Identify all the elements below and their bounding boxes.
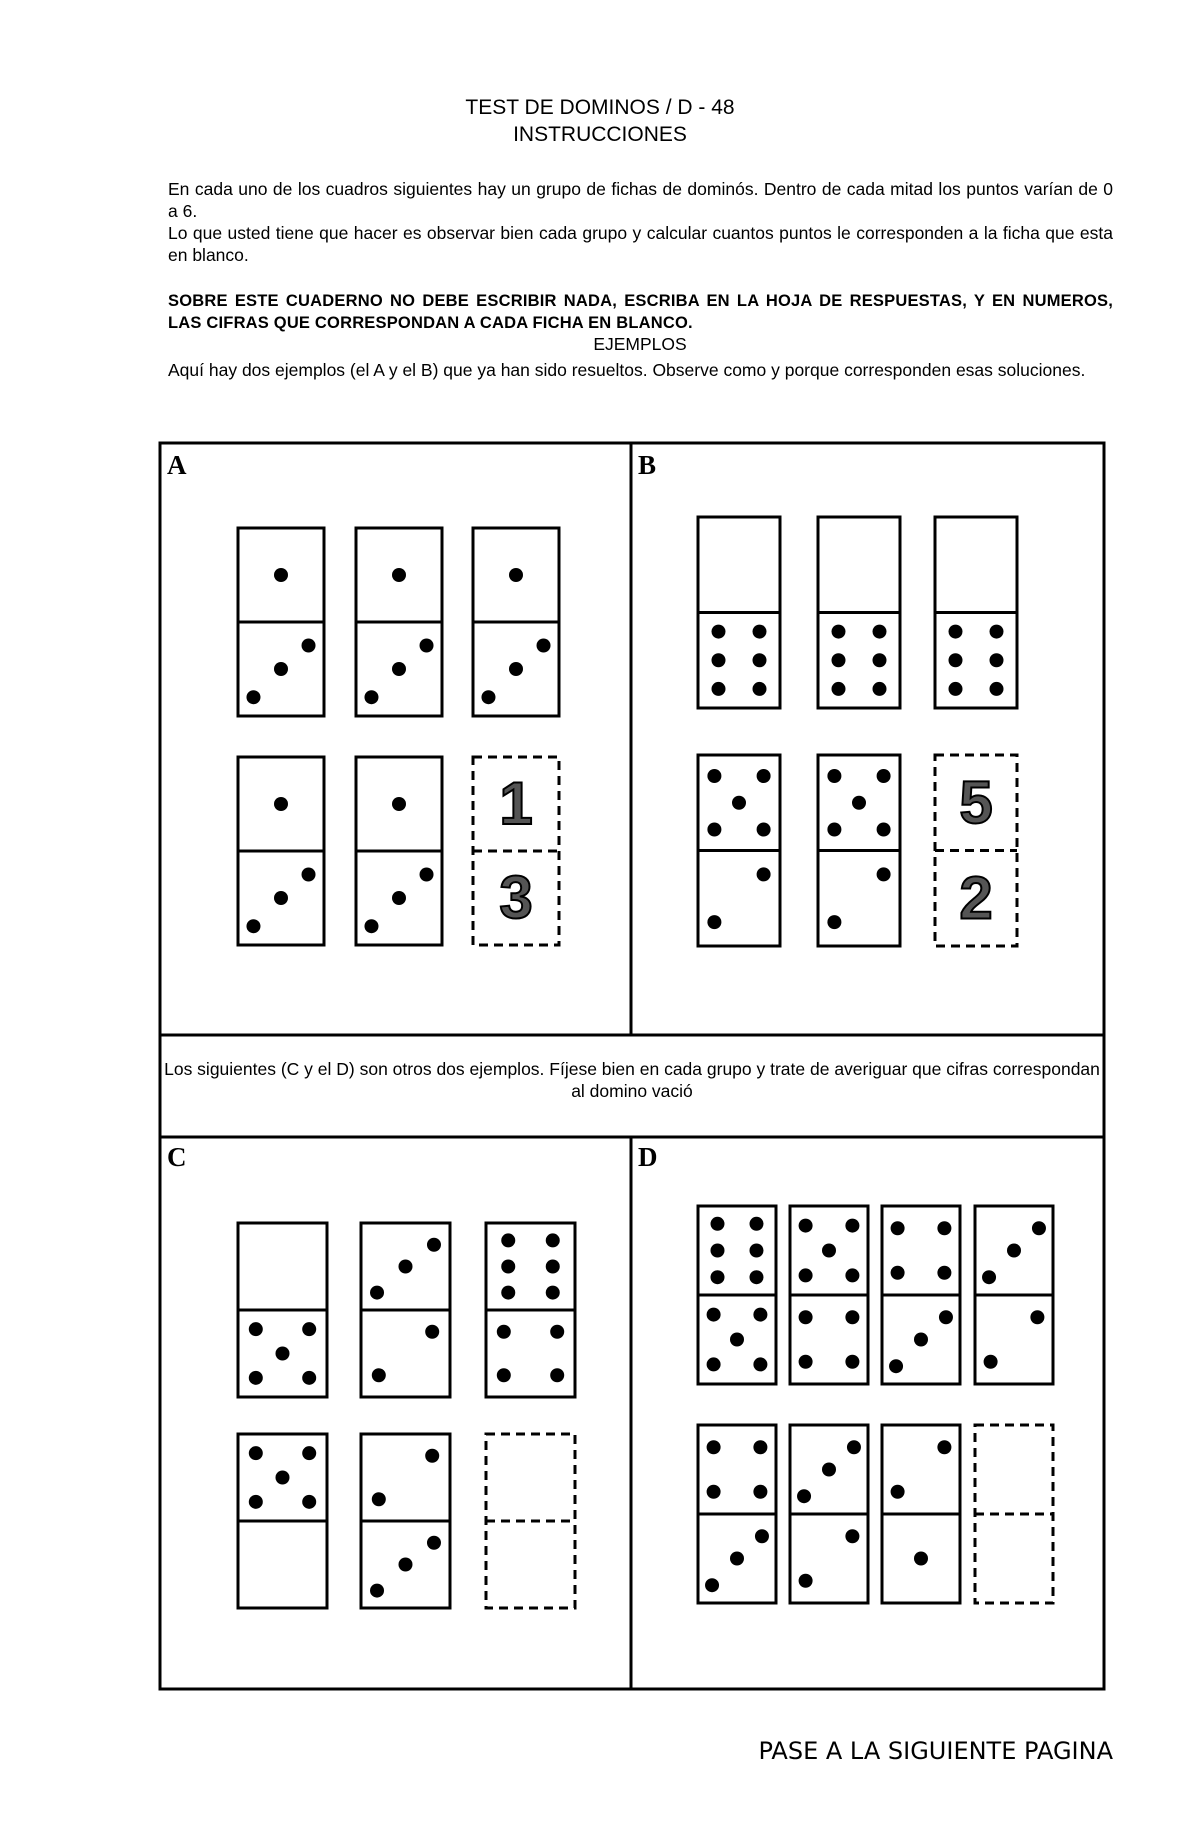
domino-pip [799,1574,813,1588]
domino-pip [799,1355,813,1369]
domino-pip [990,682,1004,696]
domino-tile [975,1206,1053,1384]
domino-pip [937,1221,951,1235]
domino-tile [935,517,1017,708]
domino-pip [847,1440,861,1454]
domino-pip [497,1325,511,1339]
domino-pip [797,1489,811,1503]
domino-pip [873,653,887,667]
domino-pip [707,769,721,783]
domino-pip [1032,1221,1046,1235]
domino-pip [799,1310,813,1324]
domino-pip [546,1233,560,1247]
domino-pip [827,769,841,783]
domino-pip [832,653,846,667]
domino-tile [238,1223,327,1397]
domino-pip [845,1219,859,1233]
blank-domino [935,755,1017,946]
domino-pip [730,1333,744,1347]
domino-pip [392,568,406,582]
domino-pip [364,919,378,933]
domino-pip [546,1260,560,1274]
domino-pip [832,625,846,639]
domino-pip [984,1355,998,1369]
domino-pip [707,1357,721,1371]
domino-pip [750,1244,764,1258]
domino-pip [712,682,726,696]
answer-bottom-digit: 2 [959,864,993,932]
domino-pip [750,1217,764,1231]
instruction-warning: SOBRE ESTE CUADERNO NO DEBE ESCRIBIR NADA, ESCRIBA EN LA HOJA DE RESPUESTAS, Y EN NUMEROS, LAS CIFRAS QUE CORRESPONDAN A CADA FICHA EN BLANCO. [168,292,1113,332]
domino-pip [274,568,288,582]
domino-tile [818,755,900,946]
domino-pip [246,919,260,933]
domino-pip [891,1266,905,1280]
domino-pip [425,1449,439,1463]
instruction-paragraph-2: Lo que usted tiene que hacer es observar bien cada grupo y calcular cuantos puntos le corresponden a la ficha que esta en blanco. [168,223,1113,265]
domino-pip [427,1536,441,1550]
domino-pip [891,1221,905,1235]
domino-pip [822,1463,836,1477]
domino-pip [757,867,771,881]
domino-pip [550,1325,564,1339]
domino-pip [845,1310,859,1324]
domino-pip [990,625,1004,639]
domino-pip [852,796,866,810]
domino-pip [711,1270,725,1284]
domino-pip [372,1368,386,1382]
domino-pip [509,662,523,676]
domino-pip [302,1446,316,1460]
domino-tile [356,528,442,716]
domino-pip [990,653,1004,667]
domino-pip [755,1529,769,1543]
domino-pip [392,662,406,676]
domino-pip [712,625,726,639]
domino-pip [799,1219,813,1233]
domino-pip [246,690,260,704]
answer-bottom-digit: 3 [499,864,533,931]
domino-pip [707,915,721,929]
domino-pip [982,1270,996,1284]
domino-tile [790,1425,868,1603]
domino-pip [302,639,316,653]
domino-pip [399,1558,413,1572]
domino-pip [249,1322,263,1336]
domino-tile [238,1434,327,1608]
domino-pip [302,1322,316,1336]
domino-pip [799,1268,813,1282]
domino-pip [845,1529,859,1543]
domino-pip [757,822,771,836]
panel-c [167,1142,575,1608]
domino-pip [757,769,771,783]
domino-pip [939,1310,953,1324]
domino-pip [707,1308,721,1322]
answer-top-digit: 1 [499,770,533,837]
answer-top-digit: 5 [959,768,993,836]
domino-pip [753,1485,767,1499]
domino-pip [949,653,963,667]
domino-pip [370,1286,384,1300]
domino-tile [361,1223,450,1397]
domino-pip [730,1552,744,1566]
domino-pip [302,1371,316,1385]
domino-pip [274,662,288,676]
domino-pip [370,1584,384,1598]
domino-pip [750,1270,764,1284]
panel-b [638,450,1017,946]
page-title: TEST DE DOMINOS / D - 48 [465,96,735,119]
domino-pip [712,653,726,667]
page-subtitle: INSTRUCCIONES [513,123,687,146]
domino-pip [873,625,887,639]
domino-pip [949,625,963,639]
domino-tile [238,528,324,716]
blank-domino [473,757,559,945]
domino-pip [877,822,891,836]
domino-pip [249,1371,263,1385]
panel-a [167,450,559,945]
domino-pip [372,1492,386,1506]
domino-pip [399,1260,413,1274]
domino-pip [302,868,316,882]
panel-d [638,1142,1053,1603]
domino-tile [238,757,324,945]
domino-pip [711,1244,725,1258]
examples-heading: EJEMPLOS [593,334,687,354]
domino-pip [705,1578,719,1592]
domino-tile [473,528,559,716]
instruction-paragraph-1: En cada uno de los cuadros siguientes hay un grupo de fichas de dominós. Dentro de cada mitad los puntos varían de 0 a 6. [168,179,1113,221]
domino-pip [822,1244,836,1258]
domino-pip [914,1552,928,1566]
domino-pip [501,1233,515,1247]
domino-pip [877,769,891,783]
domino-pip [937,1440,951,1454]
domino-pip [537,639,551,653]
domino-pip [753,1357,767,1371]
domino-pip [364,690,378,704]
domino-pip [753,1440,767,1454]
domino-pip [274,797,288,811]
domino-tile [818,517,900,708]
domino-pip [753,653,767,667]
domino-pip [753,1308,767,1322]
blank-domino [486,1434,575,1608]
domino-pip [1030,1310,1044,1324]
domino-pip [276,1471,290,1485]
domino-pip [753,625,767,639]
domino-tile [698,755,780,946]
domino-pip [832,682,846,696]
domino-pip [550,1368,564,1382]
domino-pip [274,891,288,905]
domino-pip [501,1286,515,1300]
domino-pip [949,682,963,696]
next-page-footer: PASE A LA SIGUIENTE PAGINA [758,1737,1113,1765]
domino-pip [509,568,523,582]
instruction-paragraph-examples: Aquí hay dos ejemplos (el A y el B) que ya han sido resueltos. Observe como y porque corresponden esas soluciones. [168,360,1086,380]
domino-tile [882,1206,960,1384]
domino-pip [425,1325,439,1339]
blank-domino [975,1425,1053,1603]
domino-pip [302,1495,316,1509]
domino-pip [707,1485,721,1499]
domino-pip [481,690,495,704]
panel-label-b: B [638,450,657,480]
domino-tile [698,1425,776,1603]
domino-tile [882,1425,960,1603]
domino-pip [249,1495,263,1509]
domino-tile [698,1206,776,1384]
domino-tile [698,517,780,708]
domino-pip [827,822,841,836]
middle-note: Los siguientes (C y el D) son otros dos ejemplos. Fíjese bien en cada grupo y trate de averiguar que cifras correspondan al domino vació [164,1059,1100,1101]
domino-pip [249,1446,263,1460]
domino-tile [361,1434,450,1608]
domino-pip [937,1266,951,1280]
domino-pip [1007,1244,1021,1258]
domino-pip [707,1440,721,1454]
domino-pip [427,1238,441,1252]
domino-pip [392,797,406,811]
domino-pip [711,1217,725,1231]
domino-pip [891,1485,905,1499]
domino-pip [707,822,721,836]
domino-pip [877,867,891,881]
domino-tile [486,1223,575,1397]
domino-pip [420,639,434,653]
panel-label-c: C [167,1142,187,1172]
domino-pip [845,1268,859,1282]
domino-pip [497,1368,511,1382]
domino-pip [873,682,887,696]
domino-pip [753,682,767,696]
domino-pip [276,1347,290,1361]
domino-pip [546,1286,560,1300]
domino-pip [914,1333,928,1347]
panel-label-a: A [167,450,187,480]
domino-tile [356,757,442,945]
domino-pip [501,1260,515,1274]
domino-pip [732,796,746,810]
domino-pip [889,1359,903,1373]
domino-pip [827,915,841,929]
panel-label-d: D [638,1142,658,1172]
domino-pip [420,868,434,882]
domino-pip [845,1355,859,1369]
domino-pip [392,891,406,905]
domino-tile [790,1206,868,1384]
